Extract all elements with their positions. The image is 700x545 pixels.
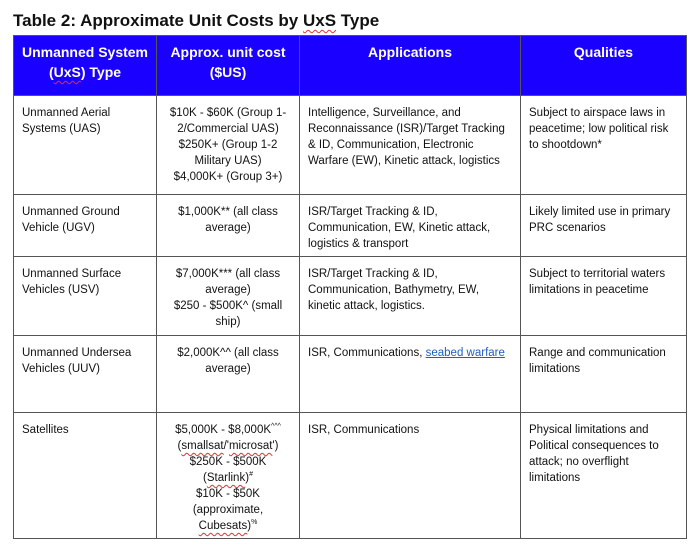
cost-cell: $1,000K** (all class average) xyxy=(157,195,300,257)
applications-cell: ISR, Communications xyxy=(300,413,521,539)
table-row-ugv xyxy=(14,195,687,257)
qualities-cell: Subject to territorial waters limitations in peacetime xyxy=(521,257,687,336)
system-cell: Unmanned Surface Vehicles (USV) xyxy=(14,257,157,336)
qualities-cell: Likely limited use in primary PRC scenarios xyxy=(521,195,687,257)
seabed-warfare-link[interactable]: seabed warfare xyxy=(425,347,505,359)
applications-cell: ISR/Target Tracking & ID, Communication, Bathymetry, EW, kinetic attack, logistics. xyxy=(300,257,521,336)
header-applications: Applications xyxy=(300,36,521,96)
system-cell: Satellites xyxy=(14,413,157,539)
header-cost: Approx. unit cost ($US) xyxy=(157,36,300,96)
header-qualities: Qualities xyxy=(521,36,687,96)
table-title: Table 2: Approximate Unit Costs by UxS Type xyxy=(13,11,380,30)
system-cell: Unmanned Aerial Systems (UAS) xyxy=(14,96,157,195)
table-row-satellites xyxy=(14,413,687,539)
cost-cell: $5,000K - $8,000K^^^ (smallsat/'microsat') $250K - $500K (Starlink)# $10K - $50K (approximate, Cubesats)% xyxy=(157,413,300,539)
cost-cell: $7,000K*** (all class average) $250 - $500K^ (small ship) xyxy=(157,257,300,336)
qualities-cell: Physical limitations and Political consequences to attack; no overflight limitations xyxy=(521,413,687,539)
table-row-usv xyxy=(14,257,687,336)
system-cell: Unmanned Ground Vehicle (UGV) xyxy=(14,195,157,257)
qualities-cell: Subject to airspace laws in peacetime; low political risk to shootdown* xyxy=(521,96,687,195)
applications-cell: Intelligence, Surveillance, and Reconnaissance (ISR)/Target Tracking & ID, Communication, Electronic Warfare (EW), Kinetic attack, logistics xyxy=(300,96,521,195)
table-row-uas xyxy=(14,96,687,195)
header-system: Unmanned System (UxS) Type xyxy=(14,36,157,96)
header-row xyxy=(14,36,687,96)
unit-cost-table xyxy=(13,35,687,539)
applications-cell: ISR, Communications, seabed warfare xyxy=(300,336,521,413)
cost-cell: $10K - $60K (Group 1-2/Commercial UAS) $250K+ (Group 1-2 Military UAS) $4,000K+ (Group 3+) xyxy=(157,96,300,195)
table-row-uuv xyxy=(14,336,687,413)
cost-cell: $2,000K^^ (all class average) xyxy=(157,336,300,413)
system-cell: Unmanned Undersea Vehicles (UUV) xyxy=(14,336,157,413)
qualities-cell: Range and communication limitations xyxy=(521,336,687,413)
applications-cell: ISR/Target Tracking & ID, Communication, EW, Kinetic attack, logistics & transport xyxy=(300,195,521,257)
